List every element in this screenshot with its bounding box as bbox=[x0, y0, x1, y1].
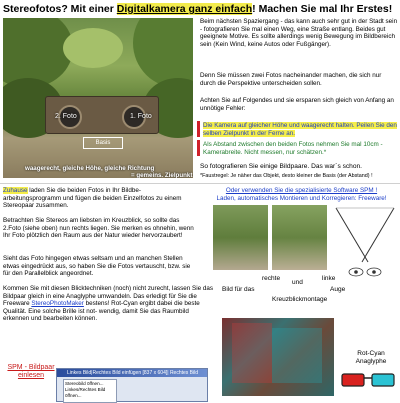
anaglyph-label: Rot-Cyan Anaglyphe bbox=[355, 350, 387, 365]
title-highlight: Digitalkamera ganz einfach bbox=[116, 3, 253, 15]
page-title: Stereofotos? Mit einer Digitalkamera ganz einfach! Machen Sie mal Ihr Erstes! bbox=[3, 3, 393, 15]
diagram-label-rechte: rechte bbox=[262, 275, 281, 282]
spm-file-menu bbox=[63, 379, 117, 403]
diagram-label-linke: linke bbox=[322, 275, 336, 282]
photo-caption: waagerecht, gleiche Höhe, gleiche Richtung bbox=[25, 165, 155, 172]
perspective-paragraph: Denn Sie müssen zwei Fotos nacheinander machen, die sich nur durch die Perspektive unterscheiden sollen. bbox=[200, 72, 382, 87]
stereo-image-left bbox=[213, 205, 268, 270]
crossview-eye-diagram bbox=[328, 200, 400, 290]
spm-screenshot bbox=[56, 368, 208, 402]
anaglyph-image bbox=[222, 318, 334, 396]
tip1-marker bbox=[197, 121, 200, 137]
label-first-photo: 1. Foto bbox=[130, 113, 152, 120]
attention-paragraph: Achten Sie auf Folgendes und sie ersparen sich gleich von Anfang an unnötige Fehler: bbox=[200, 97, 394, 112]
label-second-photo: 2. Foto bbox=[55, 113, 77, 120]
crossview-paragraph: Betrachten Sie Stereos am liebsten im Kreuzblick, so sollte das 2.Foto (siehe oben) nun rechts liegen. Sie merken es ohnehin, wenn Ihr Foto plötzlich den Raum aus der Natur wieder hervorzaubert! bbox=[3, 217, 194, 240]
footnote: *Faustregel: Je näher das Objekt, desto kleiner die Basis (der Abstand) ! bbox=[200, 173, 373, 179]
diagram-label-und: und bbox=[292, 279, 303, 286]
anaglyph-paragraph: Kommen Sie mit diesen Blicktechniken (noch) nicht zurecht, lassen Sie das Bildpaar gleich in eine Anaglyphe umwandeln. Das erledigt für Sie die Freeware StereoPhotoMaker bestens! Rot-Cyan ergibt dabei die beste Qualität. Eine solche Brille ist not- wendig, damit Sie das Raumbild erkennen und bearbeiten können. bbox=[3, 285, 213, 323]
tip2-marker bbox=[197, 140, 200, 156]
spm-headline: Oder verwenden Sie die spezialisierte Software SPM ! bbox=[225, 187, 378, 194]
spm-load-label: SPM - Bildpaar einlesen bbox=[7, 364, 55, 379]
swapped-paragraph: Sieht das Foto hingegen etwas seltsam und an manchen Stellen etwas eingedrückt aus, so haben Sie die Fotos vertauscht, bzw. sie für den Parallelblick angeordnet. bbox=[3, 255, 191, 278]
stereo-camera-photo bbox=[3, 18, 193, 178]
tip-distance: Als Abstand zwischen den beiden Fotos nehmen Sie mal 10cm - Kamerabreite. Nicht messen, nur schätzen.* bbox=[203, 141, 383, 156]
red-cyan-glasses-icon bbox=[340, 370, 396, 390]
section-divider bbox=[0, 183, 400, 184]
spm-subline: Laden, automatisches Montieren und Korregieren: Freeware! bbox=[216, 194, 387, 202]
stereo-image-right bbox=[272, 205, 327, 270]
basis-label: Basis bbox=[83, 137, 123, 149]
tip-camera-height: Die Kamera auf gleicher Höhe und waagerecht halten. Peilen Sie den selben Zielpunkt in der Ferne an. bbox=[203, 122, 397, 137]
home-paragraph: Zuhause laden Sie die beiden Fotos in Ihr Bildbe- arbeitungsprogramm und fügen die beiden Einzelfotos zu einem Stereopaar zusammen. bbox=[3, 187, 182, 210]
spm-window-title: Linkes Bild|Rechtes Bild einfügen [837 x 604]| Rechtes Bild bbox=[57, 369, 207, 377]
photo-caption-2: = gemeins. Zielpunkt bbox=[131, 172, 193, 178]
menu-item-open-left-right[interactable]: Linkes/Rechtes Bild öffnen... bbox=[65, 387, 106, 398]
menu-item-open-stereo[interactable]: Stereobild öffnen... bbox=[65, 381, 104, 386]
stereophotomaker-link[interactable]: StereoPhotoMaker bbox=[31, 300, 84, 308]
diagram-label-auge: Auge bbox=[330, 286, 346, 293]
conclusion-paragraph: So fotografieren Sie einige Bildpaare. Das war´s schon. bbox=[200, 163, 363, 170]
diagram-label-bild: Bild für das bbox=[222, 286, 255, 293]
diagram-label-kreuzblick: Kreuzblickmontage bbox=[272, 296, 328, 303]
intro-paragraph: Beim nächsten Spaziergang - das kann auch sehr gut in der Stadt sein - fotografieren Sie mal einen Weg, eine Straße entlang. Beides gut geeignete Motive. Es sollte allerdings wenig Bewegung im Bildbereich sein (Kein Wind, keine Autos oder Fußgänger). bbox=[200, 18, 398, 48]
